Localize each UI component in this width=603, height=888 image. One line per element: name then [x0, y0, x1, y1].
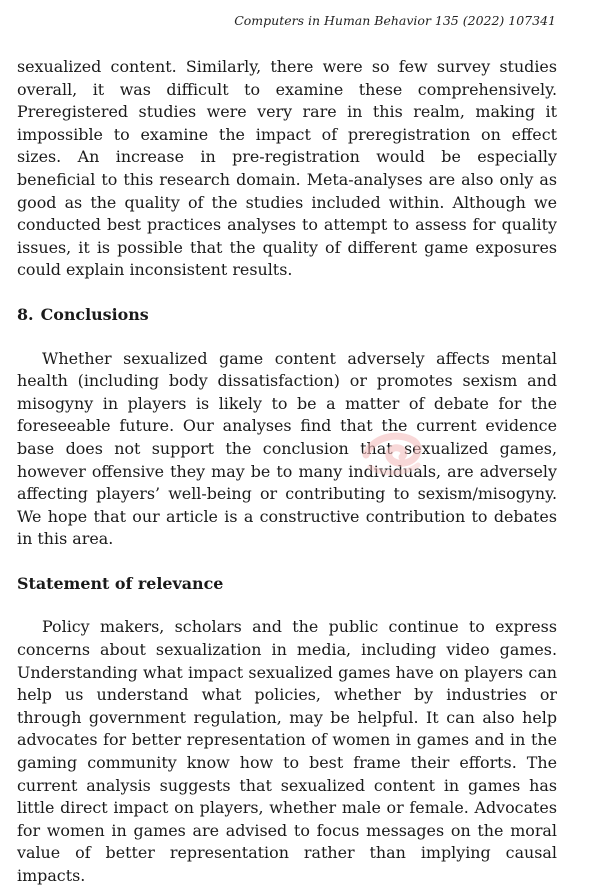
intro-paragraph: sexualized content. Similarly, there were so few survey studies overall, it was difficult to examine these comprehensively. Preregistered studies were very rare in this realm, making it impossible to examine the impact of preregistration on effect sizes. An increase in pre-registration would be especially beneficial to this research domain. Meta-analyses are also only as good as the quality of the studies included within. Although we conducted best practices analyses to attempt to assess for quality issues, it is possible that the quality of different game exposures could explain inconsistent results. — [17, 57, 557, 280]
conclusions-heading — [17, 304, 557, 327]
relevance-paragraph: Policy makers, scholars and the public continue to express concerns about sexualization in media, including video games. Understanding what impact sexualized games have on players can help us understand what policies, whether by industries or through government regulation, may be helpful. It can also help advocates for better representation of women in games and in the gaming community know how to best frame their efforts. The current analysis suggests that sexualized content in games has little direct impact on players, whether male or female. Advocates for women in games are advised to focus messages on the moral value of better representation rather than implying causal impacts. — [17, 617, 557, 885]
running-header: Computers in Human Behavior 135 (2022) 107341 — [234, 13, 556, 28]
section-title: Conclusions — [40, 304, 149, 324]
relevance-heading: Statement of relevance — [17, 573, 224, 593]
page-content — [17, 56, 557, 888]
section-number: 8. — [17, 304, 34, 324]
conclusions-paragraph: Whether sexualized game content adversely affects mental health (including body dissatisfaction) or promotes sexism and misogyny in players is likely to be a matter of debate for the foreseeable future. Our analyses find that the current evidence base does not support the conclusion that sexualized games, however offensive they may be to many individuals, are adversely affecting players’ well-being or contributing to sexism/misogyny. We hope that our article is a constructive contribution to debates in this area. — [17, 348, 557, 549]
